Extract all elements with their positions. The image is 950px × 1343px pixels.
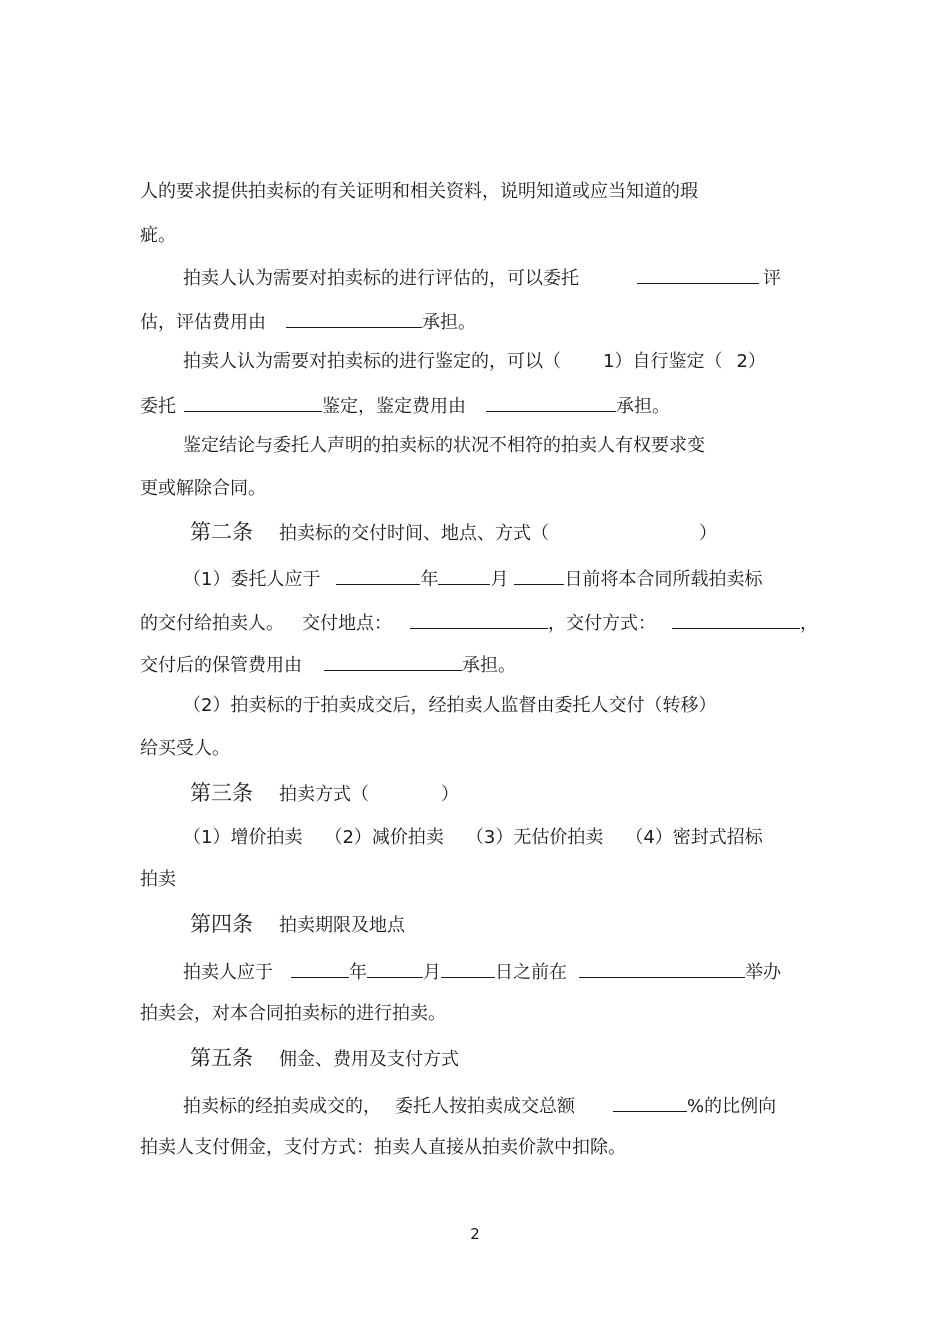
text: 估，评估费用由 [140, 312, 266, 333]
blank-percent[interactable] [613, 1093, 687, 1112]
blank-year[interactable] [336, 566, 420, 585]
paragraph-line [183, 265, 781, 289]
paragraph-line [140, 1136, 626, 1160]
paragraph-line [140, 610, 818, 634]
paragraph-line [183, 1093, 776, 1117]
text: 月 [423, 962, 441, 983]
text: ， [800, 613, 818, 634]
article-title: 第四条 [190, 912, 253, 936]
blank-field[interactable] [637, 265, 759, 284]
text: 年 [349, 962, 367, 983]
text: 拍卖人认为需要对拍卖标的进行评估的，可以委托 [183, 268, 579, 289]
paragraph-line [140, 393, 670, 417]
text: 1）自行鉴定（ [603, 351, 723, 372]
article-title: 第五条 [190, 1046, 253, 1070]
text: 疵。 [140, 225, 176, 246]
text: %的比例向 [687, 1096, 777, 1117]
blank-year[interactable] [291, 959, 349, 978]
text: 拍卖会，对本合同拍卖标的进行拍卖。 [140, 1003, 446, 1024]
text: 拍卖人应于 [183, 962, 273, 983]
text: ） [441, 784, 459, 805]
article-subject: 拍卖标的交付时间、地点、方式（ [279, 523, 549, 544]
paragraph-line [140, 652, 516, 676]
paragraph-line [183, 959, 781, 983]
paragraph-line [140, 1002, 446, 1026]
text: 给买受人。 [140, 738, 230, 759]
text: 拍卖标的经拍卖成交的， [183, 1096, 381, 1117]
text: 拍卖人认为需要对拍卖标的进行鉴定的，可以（ [183, 351, 561, 372]
auction-option[interactable]: （4）密封式招标 [625, 827, 763, 848]
text: 人的要求提供拍卖标的有关证明和相关资料，说明知道或应当知道的瑕 [140, 181, 698, 202]
auction-option[interactable]: （2）减价拍卖 [324, 827, 444, 848]
text: 举办 [745, 962, 781, 983]
text: 交付地点： [302, 613, 392, 634]
text: 年 [420, 569, 439, 590]
blank-field[interactable] [410, 610, 548, 629]
paragraph-line [183, 826, 763, 850]
text: （2）拍卖标的于拍卖成交后，经拍卖人监督由委托人交付（转移） [183, 695, 717, 716]
paragraph-line [183, 434, 705, 458]
text: 承担。 [422, 312, 476, 333]
text: 委托 [140, 396, 176, 417]
paragraph-line [140, 180, 698, 204]
text: 日之前在 [495, 962, 567, 983]
paragraph-line [140, 309, 476, 333]
blank-month[interactable] [367, 959, 423, 978]
paragraph-line [140, 477, 266, 501]
article-subject: 拍卖方式（ [279, 784, 369, 805]
text: 承担。 [616, 396, 670, 417]
auction-option[interactable]: （1）增价拍卖 [183, 827, 303, 848]
text: 拍卖 [140, 869, 176, 890]
text: 月 [490, 569, 509, 590]
text: 评 [763, 268, 781, 289]
paragraph-line [183, 694, 716, 718]
text: 拍卖人支付佣金，支付方式：拍卖人直接从拍卖价款中扣除。 [140, 1137, 626, 1158]
text: 交付后的保管费用由 [140, 655, 302, 676]
paragraph-line [140, 224, 176, 248]
blank-place[interactable] [579, 959, 745, 978]
article-title: 第二条 [190, 520, 253, 544]
article-heading [190, 912, 405, 936]
text: ） [699, 523, 717, 544]
paragraph-line [183, 350, 766, 374]
blank-day[interactable] [514, 566, 564, 585]
article-heading [190, 781, 459, 805]
text: 鉴定结论与委托人声明的拍卖标的状况不相符的拍卖人有权要求变 [183, 435, 705, 456]
text: 的交付给拍卖人。 [140, 613, 284, 634]
article-title: 第三条 [190, 781, 253, 805]
paragraph-line [140, 868, 176, 892]
blank-field[interactable] [672, 610, 800, 629]
article-heading [190, 520, 717, 544]
blank-field[interactable] [286, 309, 422, 328]
paragraph-line [183, 566, 762, 590]
blank-field[interactable] [184, 393, 322, 412]
text: ，交付方式： [548, 613, 656, 634]
article-subject: 佣金、费用及支付方式 [279, 1049, 459, 1070]
text: 2） [736, 351, 766, 372]
article-heading [190, 1046, 459, 1070]
text: （1）委托人应于 [183, 569, 321, 590]
text: 更或解除合同。 [140, 478, 266, 499]
article-subject: 拍卖期限及地点 [279, 915, 405, 936]
text: 委托人按拍卖成交总额 [395, 1096, 575, 1117]
blank-field[interactable] [324, 652, 462, 671]
auction-option[interactable]: （3）无估价拍卖 [465, 827, 604, 848]
text: 鉴定，鉴定费用由 [322, 396, 466, 417]
blank-field[interactable] [486, 393, 616, 412]
blank-day[interactable] [441, 959, 495, 978]
page-number: 2 [470, 1225, 480, 1243]
paragraph-line [140, 737, 230, 761]
text: 承担。 [462, 655, 516, 676]
text: 日前将本合同所载拍卖标 [564, 569, 763, 590]
blank-month[interactable] [438, 566, 490, 585]
